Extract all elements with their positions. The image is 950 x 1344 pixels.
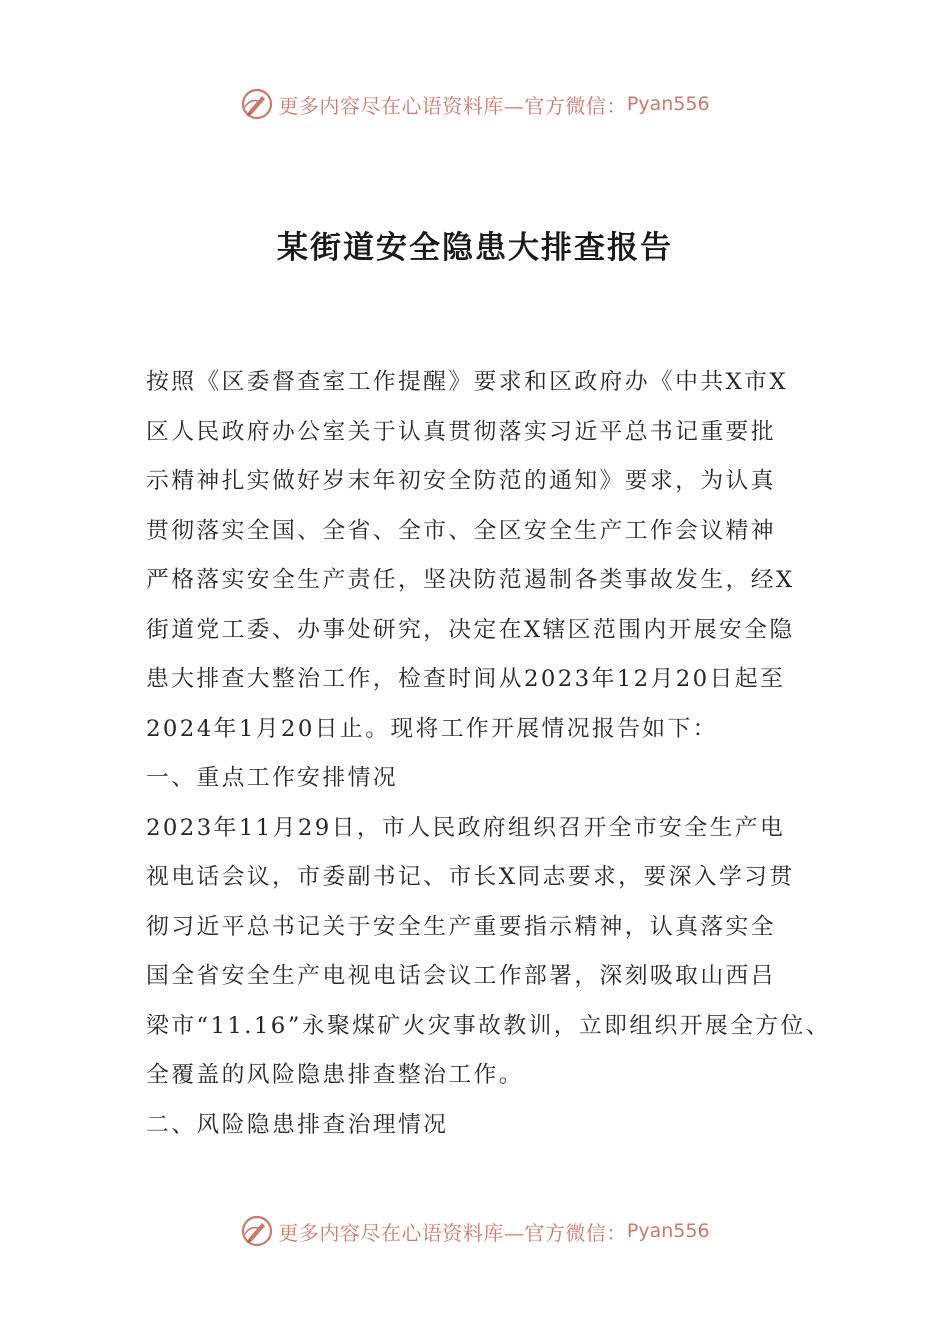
body-line: 按照《区委督查室工作提醒》要求和区政府办《中共X市X — [146, 369, 788, 395]
section-heading-1: 一、重点工作安排情况 — [146, 765, 398, 791]
body-line: 彻习近平总书记关于安全生产重要指示精神，认真落实全 — [146, 913, 776, 940]
body-line: 2023年11月29日，市人民政府组织召开全市安全生产电 — [146, 814, 786, 841]
watermark-text: 更多内容尽在心语资料库—官方微信： — [278, 1220, 627, 1245]
body-line: 区人民政府办公室关于认真贯彻落实习近平总书记重要批 — [146, 418, 776, 445]
body-line: 示精神扎实做好岁末年初安全防范的通知》要求，为认真 — [146, 468, 776, 494]
watermark-text: 更多内容尽在心语资料库—官方微信： — [278, 93, 627, 118]
body-line: 2024年1月20日止。现将工作开展情况报告如下： — [146, 715, 718, 742]
watermark-wechat-id: Pyan556 — [626, 1220, 710, 1242]
document-body — [146, 358, 831, 1150]
body-line: 视电话会议，市委副书记、市长X同志要求，要深入学习贯 — [146, 864, 795, 890]
pen-logo-icon — [240, 1214, 274, 1248]
section-heading-2: 二、风险隐患排查治理情况 — [146, 1111, 449, 1138]
document-title: 某街道安全隐患大排查报告 — [277, 230, 673, 266]
body-line: 梁市“11.16”永聚煤矿火灾事故教训，立即组织开展全方位、 — [146, 1012, 831, 1039]
header-watermark — [0, 84, 950, 124]
body-line: 街道党工委、办事处研究，决定在X辖区范围内开展安全隐 — [146, 616, 795, 643]
pen-logo-icon — [240, 87, 274, 121]
footer-watermark — [0, 1211, 950, 1251]
body-line: 严格落实安全生产责任，坚决防范遏制各类事故发生，经X — [146, 567, 795, 593]
body-line: 全覆盖的风险隐患排查整治工作。 — [146, 1062, 524, 1088]
body-line: 贯彻落实全国、全省、全市、全区安全生产工作会议精神 — [146, 517, 776, 544]
body-line: 患大排查大整治工作，检查时间从2023年12月20日起至 — [146, 666, 786, 692]
watermark-wechat-id: Pyan556 — [626, 93, 710, 115]
body-line: 国全省安全生产电视电话会议工作部署，深刻吸取山西吕 — [146, 963, 776, 989]
